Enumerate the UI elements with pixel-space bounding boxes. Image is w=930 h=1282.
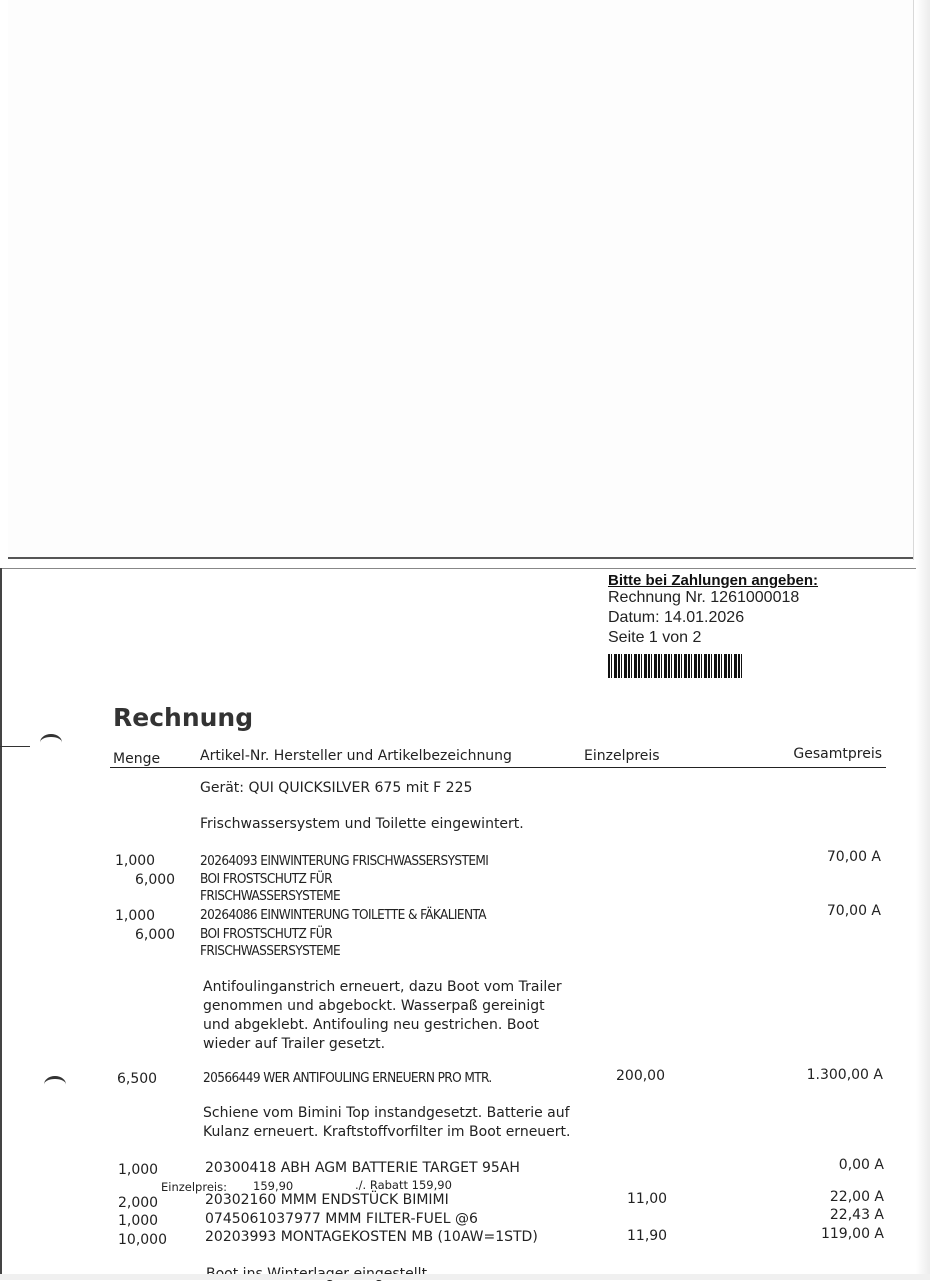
- row-qty: 10,000: [118, 1232, 167, 1248]
- row-desc: 20300418 ABH AGM BATTERIE TARGET 95AH: [205, 1160, 520, 1176]
- col-header-artikel: Artikel-Nr. Hersteller und Artikelbezeichnung: [200, 748, 512, 764]
- row-unit-price: 200,00: [616, 1068, 665, 1084]
- row-total: 0,00 A: [838, 1157, 884, 1173]
- row-unit-price: 11,00: [627, 1191, 668, 1207]
- row-desc: 20264086 EINWINTERUNG TOILETTE & FÄKALIENTA: [200, 907, 486, 923]
- invoice-number: Rechnung Nr. 1261000018: [608, 589, 800, 606]
- row-desc: BOI FROSTSCHUTZ FÜR: [200, 871, 332, 887]
- col-header-gesamtpreis: Gesamtpreis: [793, 746, 882, 762]
- row-qty: 1,000: [118, 1213, 159, 1229]
- fold-edge: [8, 557, 913, 559]
- row-desc: BOI FROSTSCHUTZ FÜR: [200, 926, 332, 942]
- row-qty: 1,000: [115, 853, 156, 869]
- col-header-einzelpreis: Einzelpreis: [584, 748, 660, 764]
- note-line: Schiene vom Bimini Top instandgesetzt. Batterie auf: [203, 1105, 570, 1121]
- discount-label: Einzelpreis:: [161, 1180, 227, 1194]
- device-line: Gerät: QUI QUICKSILVER 675 mit F 225: [200, 780, 473, 796]
- header-rule: [110, 767, 886, 768]
- page-right-shade: [916, 0, 930, 1280]
- row-qty: 1,000: [115, 908, 156, 924]
- row-total: 70,00 A: [826, 849, 881, 865]
- page-left-edge: [0, 568, 2, 1280]
- note-line: wieder auf Trailer gesetzt.: [203, 1036, 386, 1052]
- row-desc: 20302160 MMM ENDSTÜCK BIMIMI: [205, 1192, 449, 1208]
- row-qty: 6,500: [117, 1071, 158, 1087]
- discount-price: 159,90: [253, 1179, 294, 1193]
- row-total: 1.300,00 A: [806, 1067, 883, 1083]
- invoice-date: Datum: 14.01.2026: [608, 609, 745, 626]
- section-note: Frischwassersystem und Toilette eingewintert.: [200, 816, 524, 832]
- col-header-menge: Menge: [113, 751, 161, 767]
- row-qty: 2,000: [118, 1195, 159, 1211]
- scan-bottom-edge: [0, 1274, 930, 1280]
- row-unit-price: 11,90: [627, 1228, 668, 1244]
- punch-hole-top: [40, 734, 62, 751]
- folded-top-sheet: [8, 0, 914, 560]
- fold-shadow: [0, 568, 930, 569]
- row-desc: 0745061037977 MMM FILTER-FUEL @6: [205, 1211, 478, 1227]
- row-total: 70,00 A: [826, 903, 881, 919]
- note-line: und abgeklebt. Antifouling neu gestrichen. Boot: [203, 1017, 540, 1033]
- note-line: Antifoulinganstrich erneuert, dazu Boot vom Trailer: [203, 979, 562, 995]
- fold-mark: [0, 746, 30, 747]
- row-qty: 6,000: [135, 927, 176, 943]
- row-total: 22,43 A: [829, 1207, 884, 1223]
- row-qty: 6,000: [135, 872, 176, 888]
- row-qty: 1,000: [118, 1162, 159, 1178]
- discount-rabatt: ./. Rabatt 159,90: [355, 1178, 452, 1192]
- row-desc: 20264093 EINWINTERUNG FRISCHWASSERSYSTEMI: [200, 853, 489, 869]
- document-title: Rechnung: [113, 703, 254, 732]
- row-desc: 20566449 WER ANTIFOULING ERNEUERN PRO MTR.: [203, 1070, 492, 1086]
- row-total: 22,00 A: [829, 1189, 884, 1205]
- punch-hole-bottom: [44, 1076, 66, 1093]
- row-desc: 20203993 MONTAGEKOSTEN MB (10AW=1STD): [205, 1229, 538, 1245]
- page-indicator: Seite 1 von 2: [608, 629, 702, 646]
- barcode: [608, 654, 742, 678]
- row-total: 119,00 A: [820, 1226, 884, 1242]
- note-line: genommen und abgebockt. Wasserpaß gereinigt: [203, 998, 545, 1014]
- row-desc-cont: FRISCHWASSERSYSTEME: [200, 888, 341, 904]
- payment-heading: Bitte bei Zahlungen angeben:: [608, 572, 819, 589]
- note-line: Kulanz erneuert. Kraftstoffvorfilter im Boot erneuert.: [203, 1124, 571, 1140]
- row-desc-cont: FRISCHWASSERSYSTEME: [200, 943, 341, 959]
